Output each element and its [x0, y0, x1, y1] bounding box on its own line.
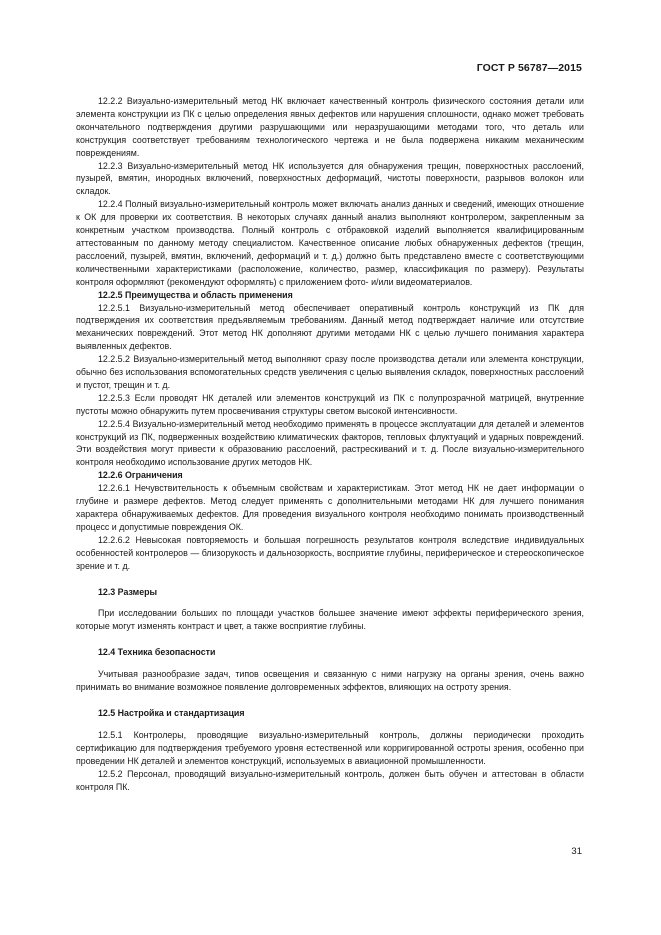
paragraph-12-3: При исследовании больших по площади участков большее значение имеют эффекты периферического зрения, которые могут изменять контраст и цвет, а также восприятие глубины. — [76, 608, 584, 632]
heading-12-2-6: 12.2.6 Ограничения — [98, 470, 183, 481]
paragraph-12-2-5-4: 12.2.5.4 Визуально-измерительный метод необходимо применять в процессе эксплуатации для деталей и элементов конструкций из ПК, подверженных воздействию климатических факторов, тепловых флуктуаций и ударных повреждений. Эти воздействия могут привести к образованию расслоений, растрескиваний и т. д. После визуально-измерительного контроля необходимо использование других методов НК. — [76, 418, 584, 468]
paragraph-12-5-1: 12.5.1 Контролеры, проводящие визуально-измерительный контроль, должны периодически проходить сертификацию для подтверждения требуемого уровня естественной или корригированной остроты зрения, особенно при проведении НК деталей и элементов конструкций, используемых в авиационной промышленности. — [76, 729, 584, 766]
paragraph-12-2-6-2: 12.2.6.2 Невысокая повторяемость и большая погрешность результатов контроля вследствие индивидуальных особенностей контролеров — близорукость и дальнозоркость, восприятие глубины, периферическое и стереоскопическое зрение и т. д. — [76, 534, 584, 571]
paragraph-12-2-3: 12.2.3 Визуально-измерительный метод НК используется для обнаружения трещин, поверхностных расслоений, пузырей, вмятин, инородных включений, поверхностных деформаций, чистоты поверхности, разрывов волокон или складок. — [76, 160, 584, 197]
heading-12-4: 12.4 Техника безопасности — [98, 647, 216, 658]
paragraph-12-2-5-3: 12.2.5.3 Если проводят НК деталей или элементов конструкций из ПК с полупрозрачной матрицей, внутренние пустоты можно обнаружить путем просвечивания структуры светом высокой интенсивности. — [76, 392, 584, 416]
paragraph-12-2-5-1: 12.2.5.1 Визуально-измерительный метод обеспечивает оперативный контроль конструкций из ПК для подтверждения их соответствия предъявляемым требованиям. Данный метод подтверждает наличие или отсутствие механических повреждений. Этот метод НК дополняют другими методами НК с целью лучшего понимания характера выявленных дефектов. — [76, 302, 584, 352]
paragraph-12-2-5-2: 12.2.5.2 Визуально-измерительный метод выполняют сразу после производства детали или элемента конструкции, обычно без использования вспомогательных средств увеличения с целью выявления складок, поверхностных расслоений и пустот, трещин и т. д. — [76, 354, 584, 390]
heading-12-5: 12.5 Настройка и стандартизация — [98, 707, 245, 718]
paragraph-12-4: Учитывая разнообразие задач, типов освещения и связанную с ними нагрузку на органы зрения, очень важно принимать во внимание возможное появление долговременных эффектов, влияющих на остроту зрения. — [76, 669, 584, 693]
paragraph-12-2-6-1: 12.2.6.1 Нечувствительность к объемным свойствам и характеристикам. Этот метод НК не дает информации о глубине и размере дефектов. Метод следует применять с дополнительными методами НК для лучшего понимания характера обнаруживаемых дефектов. Для проведения визуального контроля необходимо понимать производственный процесс и допустимые повреждения ОК. — [76, 483, 584, 532]
paragraph-12-2-2: 12.2.2 Визуально-измерительный метод НК включает качественный контроль физического состояния детали или элемента конструкции из ПК с целью определения явных дефектов или нарушения сплошности, однако может требовать окончательного подтверждения другими разрушающими или неразрушающими методами того, что деталь или конструкция соответствует требованиям технологического чертежа и не была подвержена никаким механическим повреждениям. — [76, 96, 584, 158]
standard-designation: ГОСТ Р 56787—2015 — [476, 62, 582, 74]
heading-12-3: 12.3 Размеры — [98, 586, 158, 597]
paragraph-12-2-4: 12.2.4 Полный визуально-измерительный контроль может включать анализ данных и сведений, имеющих отношение к ОК для проверки их соответствия. В некоторых случаях данный анализ выполняют контролером, закрепленным за конкретным участком производства. Полный контроль с отбраковкой изделий выполняется квалифицированным аттестованным по данному методу специалистом. Качественное описание любых обнаруженных дефектов (трещин, расслоений, пузырей, вмятин, включений, деформаций и т. д.) должно быть представлено вместе с соответствующими количественными характеристиками (расположение, количество, размер, классификация по размеру). Результаты контроля оформляют (рекомендуют оформлять) с приложением фото- и/или видеоматериалов. — [76, 199, 584, 287]
heading-12-2-5: 12.2.5 Преимущества и область применения — [98, 289, 293, 300]
paragraph-12-5-2: 12.5.2 Персонал, проводящий визуально-измерительный контроль, должен быть обучен и аттестован в области контроля ПК. — [76, 768, 584, 792]
body-text — [76, 95, 584, 793]
page-number: 31 — [571, 846, 582, 857]
